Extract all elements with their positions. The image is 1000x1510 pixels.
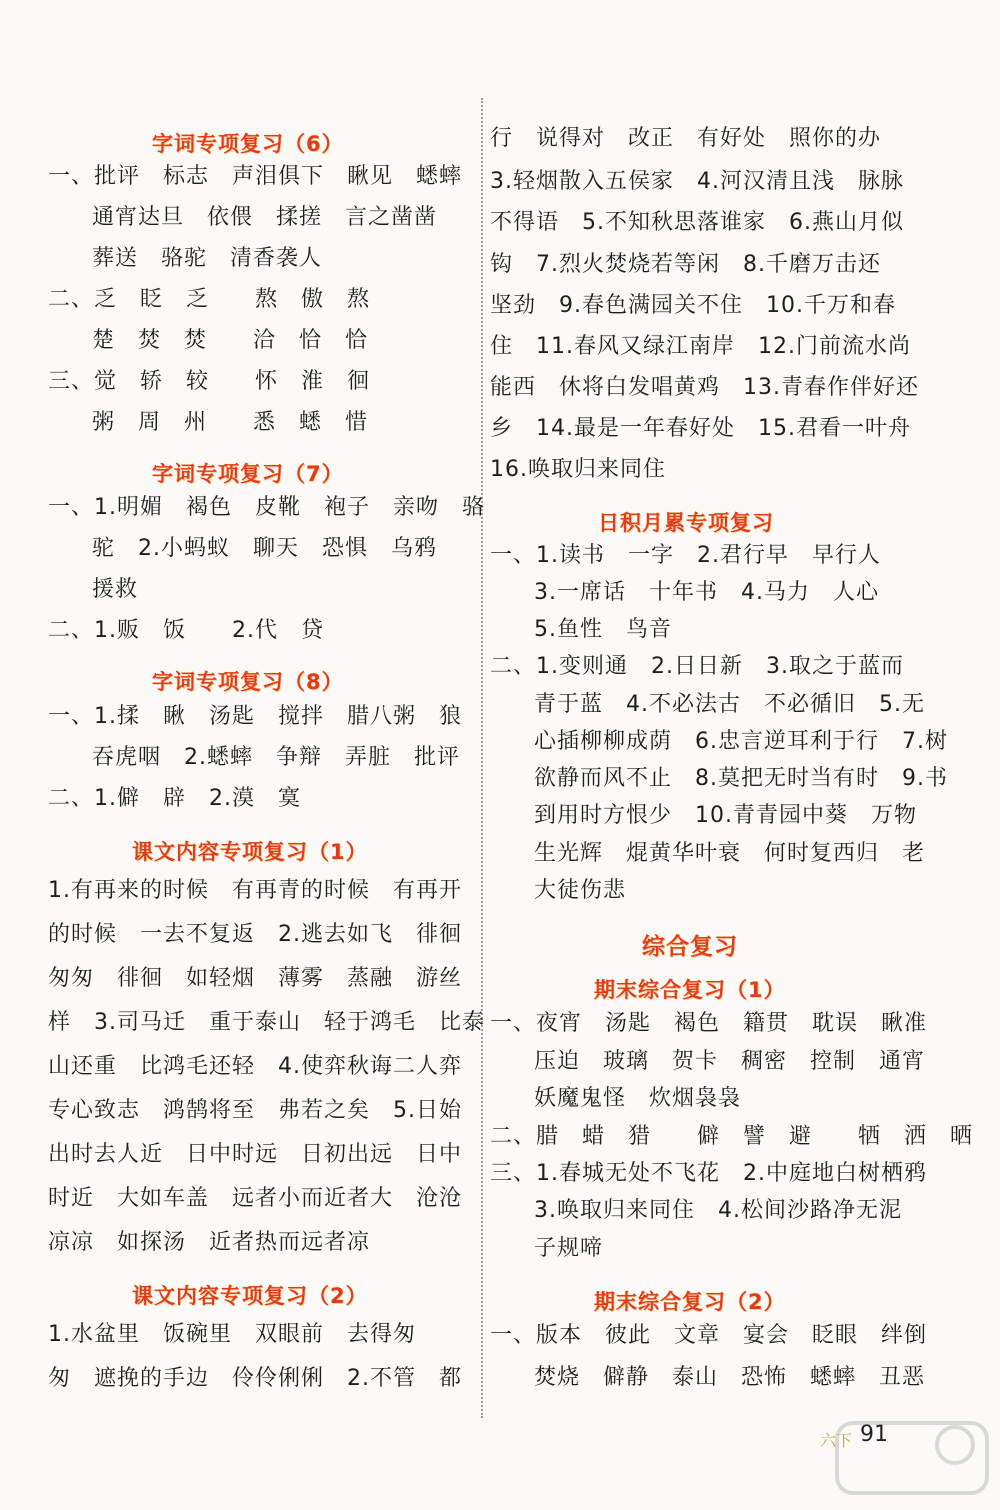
answer-line: 妖魔鬼怪 炊烟袅袅 bbox=[534, 1086, 742, 1111]
answer-line: 一、夜宵 汤匙 褐色 籍贯 耽误 瞅准 bbox=[490, 1011, 928, 1036]
answer-line: 子规啼 bbox=[534, 1236, 604, 1261]
answer-line: 钩 7.烈火焚烧若等闲 8.千磨万击还 bbox=[490, 252, 881, 277]
answer-line: 能西 休将白发唱黄鸡 13.青春作伴好还 bbox=[490, 375, 919, 400]
page-number: 91 bbox=[860, 1422, 888, 1447]
section-heading: 课文内容专项复习（2） bbox=[132, 1284, 368, 1308]
answer-line: 焚烧 僻静 泰山 恐怖 蟋蟀 丑恶 bbox=[534, 1365, 926, 1390]
answer-line: 乡 14.最是一年春好处 15.君看一叶舟 bbox=[490, 416, 911, 441]
answer-line: 一、1.明媚 褐色 皮靴 袍子 亲吻 骆 bbox=[48, 495, 485, 520]
answer-line: 一、1.揉 瞅 汤匙 搅拌 腊八粥 狼 bbox=[48, 704, 462, 729]
answer-line: 匆匆 徘徊 如轻烟 薄雾 蒸融 游丝 bbox=[48, 966, 463, 991]
answer-line: 一、批评 标志 声泪俱下 瞅见 蟋蟀 bbox=[48, 164, 463, 189]
answer-line: 1.有再来的时候 有再青的时候 有再开 bbox=[48, 878, 462, 903]
answer-line: 心插柳柳成荫 6.忠言逆耳利于行 7.树 bbox=[534, 729, 948, 754]
watermark-logo bbox=[835, 1415, 995, 1505]
answer-line: 匆 遮挽的手边 伶伶俐俐 2.不管 都 bbox=[48, 1366, 462, 1391]
column-divider bbox=[481, 98, 483, 1418]
answer-line: 5.鱼性 鸟音 bbox=[534, 617, 672, 642]
answer-line: 山还重 比鸿毛还轻 4.使弈秋诲二人弈 bbox=[48, 1054, 462, 1079]
answer-line: 通宵达旦 依偎 揉搓 言之凿凿 bbox=[92, 205, 438, 230]
answer-line: 三、1.春城无处不飞花 2.中庭地白树栖鸦 bbox=[490, 1161, 927, 1186]
answer-line: 压迫 玻璃 贺卡 稠密 控制 通宵 bbox=[534, 1049, 926, 1074]
answer-line: 行 说得对 改正 有好处 照你的办 bbox=[490, 126, 882, 151]
answer-line: 一、1.读书 一字 2.君行早 早行人 bbox=[490, 543, 881, 568]
section-heading: 期末综合复习（1） bbox=[594, 978, 786, 1002]
section-heading: 字词专项复习（7） bbox=[152, 462, 344, 486]
answer-line: 1.水盆里 饭碗里 双眼前 去得匆 bbox=[48, 1322, 416, 1347]
answer-line: 16.唤取归来同住 bbox=[490, 457, 666, 482]
answer-line: 欲静而风不止 8.莫把无时当有时 9.书 bbox=[534, 766, 948, 791]
answer-line: 到用时方恨少 10.青青园中葵 万物 bbox=[534, 803, 917, 828]
answer-line: 时近 大如车盖 远者小而近者大 沧沧 bbox=[48, 1186, 463, 1211]
answer-line: 二、1.贩 饭 2.代 贷 bbox=[48, 618, 324, 643]
answer-line: 3.一席话 十年书 4.马力 人心 bbox=[534, 580, 879, 605]
answer-line: 样 3.司马迁 重于泰山 轻于鸿毛 比泰 bbox=[48, 1010, 485, 1035]
answer-line: 不得语 5.不知秋思落谁家 6.燕山月似 bbox=[490, 210, 904, 235]
answer-line: 援救 bbox=[92, 577, 139, 602]
section-heading: 综合复习 bbox=[642, 934, 738, 960]
answer-line: 二、1.僻 辟 2.漠 寞 bbox=[48, 786, 301, 811]
answer-line: 的时候 一去不复返 2.逃去如飞 徘徊 bbox=[48, 922, 462, 947]
answer-line: 坚劲 9.春色满园关不住 10.千万和春 bbox=[490, 293, 896, 318]
answer-line: 驼 2.小蚂蚁 聊天 恐惧 乌鸦 bbox=[92, 536, 437, 561]
section-heading: 日积月累专项复习 bbox=[598, 511, 774, 535]
answer-line: 青于蓝 4.不必法古 不必循旧 5.无 bbox=[534, 692, 925, 717]
answer-line: 葬送 骆驼 清香袭人 bbox=[92, 246, 323, 271]
answer-line: 三、觉 轿 较 怀 淮 徊 bbox=[48, 369, 371, 394]
answer-line: 吞虎咽 2.蟋蟀 争辩 弄脏 批评 bbox=[92, 745, 460, 770]
answer-line: 二、1.变则通 2.日日新 3.取之于蓝而 bbox=[490, 654, 904, 679]
answer-line: 一、版本 彼此 文章 宴会 眨眼 绊倒 bbox=[490, 1323, 928, 1348]
answer-line: 出时去人近 日中时远 日初出远 日中 bbox=[48, 1142, 463, 1167]
answer-line: 凉凉 如探汤 近者热而远者凉 bbox=[48, 1230, 371, 1255]
section-heading: 期末综合复习（2） bbox=[594, 1290, 786, 1314]
answer-line: 大徒伤悲 bbox=[534, 878, 627, 903]
answer-line: 二、乏 眨 乏 熬 傲 熬 bbox=[48, 287, 371, 312]
answer-line: 楚 焚 焚 洽 恰 恰 bbox=[92, 328, 369, 353]
answer-line: 专心致志 鸿鹄将至 弗若之矣 5.日始 bbox=[48, 1098, 462, 1123]
answer-line: 生光辉 焜黄华叶衰 何时复西归 老 bbox=[534, 841, 926, 866]
section-heading: 课文内容专项复习（1） bbox=[132, 840, 368, 864]
answer-line: 粥 周 州 悉 蟋 惜 bbox=[92, 410, 369, 435]
grade-label: 六下 bbox=[820, 1431, 853, 1450]
section-heading: 字词专项复习（8） bbox=[152, 670, 344, 694]
answer-line: 3.轻烟散入五侯家 4.河汉清且浅 脉脉 bbox=[490, 169, 904, 194]
answer-line: 二、腊 蜡 猎 僻 譬 避 牺 洒 晒 bbox=[490, 1124, 974, 1149]
section-heading: 字词专项复习（6） bbox=[152, 132, 344, 156]
answer-line: 3.唤取归来同住 4.松间沙路净无泥 bbox=[534, 1198, 902, 1223]
answer-line: 住 11.春风又绿江南岸 12.门前流水尚 bbox=[490, 334, 911, 359]
